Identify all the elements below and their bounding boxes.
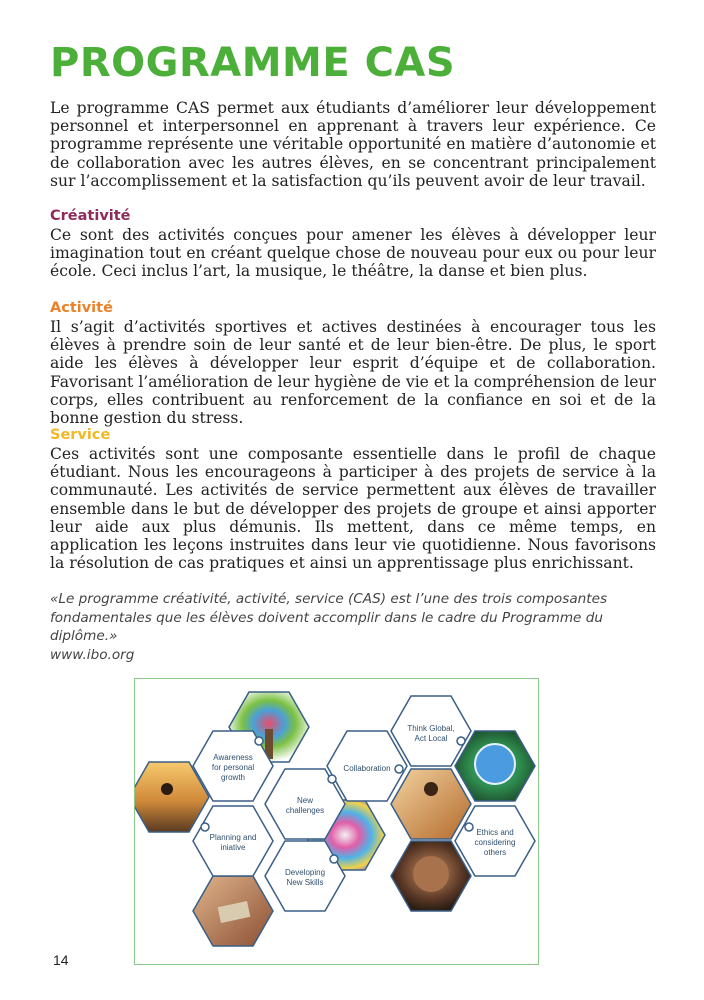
page-title: PROGRAMME CAS (50, 40, 456, 86)
quote-block (50, 590, 656, 664)
child-face-icon (413, 856, 449, 892)
connector-dot (457, 737, 465, 745)
svg-text:Act Local: Act Local (414, 734, 448, 743)
svg-text:New Skills: New Skills (286, 878, 324, 887)
connector-dot (330, 855, 338, 863)
svg-text:considering: considering (474, 838, 516, 847)
svg-text:challenges: challenges (285, 806, 325, 815)
hexagon-diagram (135, 679, 537, 963)
svg-text:for personal: for personal (211, 763, 255, 772)
svg-text:iniative: iniative (220, 843, 246, 852)
globe-sphere-icon (475, 744, 515, 784)
connector-dot (328, 775, 336, 783)
page-number: 14 (53, 952, 69, 968)
section-heading-creativite: Créativité (50, 208, 131, 224)
svg-text:Planning and: Planning and (209, 833, 257, 842)
developing-label (285, 868, 325, 887)
svg-text:others: others (483, 848, 507, 857)
section-text-activite: Il s’agit d’activités sportives et actives destinées à encourager tous les élèves à prendre soin de leur santé et de leur bien-être. De plus, le sport aide les élèves à développer leur esprit d’équipe et de collaboration. Favorisant l’amélioration de leur hygiène de vie et la compréhension de leur corps, elles contribuent au renforcement de la confiance en soi et de la bonne gestion du stress. (50, 318, 656, 428)
runners-photo-hexagon (391, 769, 471, 839)
section-text-service: Ces activités sont une composante essentielle dans le profil de chaque étudiant. Nous les encourageons à participer à des projets de service à la communauté. Les activités de service permettent aux élèves de travailler ensemble dans le but de développer des projets de groupe et ainsi apporter leur aide aux plus démunis. Ils mettent, dans ce même temps, en application les leçons instruites dans leur vie quotidienne. Nous favorisons la résolution de cas pratiques et ainsi un apprentissage plus enrichissant. (50, 445, 656, 573)
svg-text:growth: growth (220, 773, 246, 782)
intro-paragraph: Le programme CAS permet aux étudiants d’améliorer leur développement personnel et interpersonnel en apprenant à travers leur expérience. Ce programme représente une véritable opportunité en matière d’autonomie et de collaboration avec les autres élèves, en se concentrant principalement sur l’accomplissement et la satisfaction qu’ils peuvent avoir de leur travail. (50, 99, 656, 190)
runner-figure-icon (424, 782, 438, 796)
svg-text:Think Global,: Think Global, (407, 724, 455, 733)
svg-text:New: New (296, 796, 314, 805)
quote-text: «Le programme créativité, activité, service (CAS) est l’une des trois composantes fondamentales que les élèves doivent accomplir dans le cadre du Programme du diplôme.» (50, 591, 608, 644)
connector-dot (395, 765, 403, 773)
collaboration-label (343, 764, 390, 773)
connector-dot (201, 823, 209, 831)
climber-figure-icon (161, 783, 173, 795)
quote-source: www.ibo.org (50, 646, 135, 663)
connector-dot (465, 823, 473, 831)
svg-text:Developing: Developing (284, 868, 326, 877)
section-heading-activite: Activité (50, 300, 113, 316)
section-heading-service: Service (50, 427, 111, 443)
svg-text:Collaboration: Collaboration (343, 764, 391, 773)
cas-hexagon-figure (134, 678, 539, 965)
connector-dot (255, 737, 263, 745)
svg-text:Awareness: Awareness (213, 753, 253, 762)
svg-text:Ethics and: Ethics and (476, 828, 514, 837)
section-text-creativite: Ce sont des activités conçues pour amener les élèves à développer leur imagination tout en créant quelque chose de nouveau pour eux ou pour leur école. Ceci inclus l’art, la musique, le théâtre, la danse et bien plus. (50, 226, 656, 281)
